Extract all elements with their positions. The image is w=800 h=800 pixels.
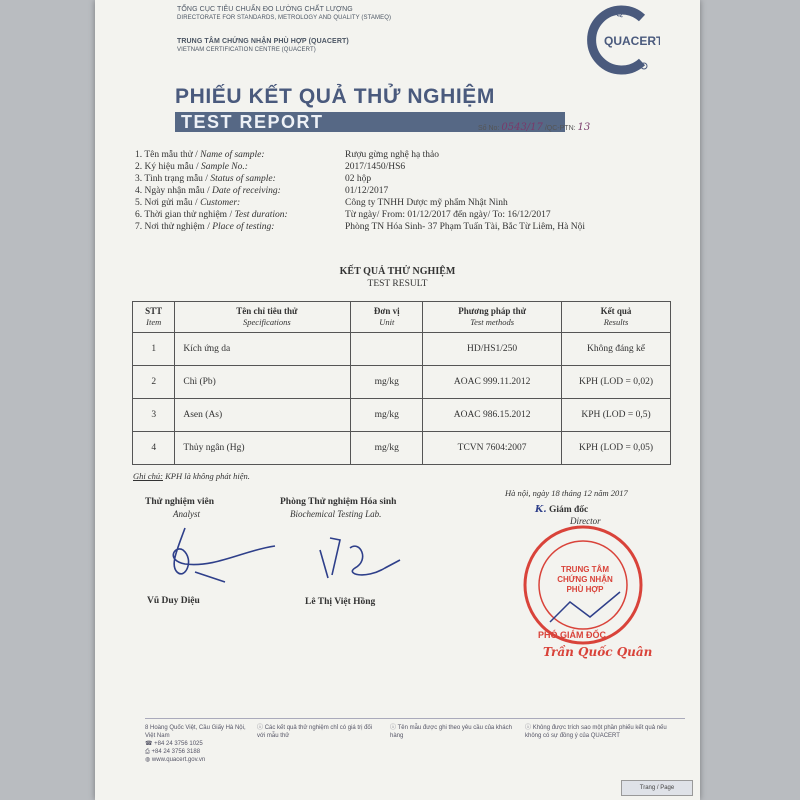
analyst-title-en: Analyst — [173, 509, 200, 519]
results-title-vn: KẾT QUẢ THỬ NGHIỆM — [339, 266, 456, 277]
agency-en: DIRECTORATE FOR STANDARDS, METROLOGY AND QUALITY (STAMEQ) — [177, 15, 392, 21]
analyst-title: Thử nghiệm viên — [145, 497, 215, 507]
table-header-row — [133, 302, 671, 333]
col-result: Kết quả Results — [562, 302, 671, 333]
title-vn: PHIẾU KẾT QUẢ THỬ NGHIỆM — [175, 85, 495, 108]
info-icon: ⓘ — [390, 725, 397, 731]
lab-signature — [310, 530, 420, 590]
table-row: 2 Chì (Pb) mg/kg AOAC 999.11.2012 KPH (LOD = 0,02) — [133, 366, 671, 399]
qc-value: 13 — [577, 122, 591, 133]
stamp-text: TRUNG TÂM CHỨNG NHẬN PHÙ HỢP — [557, 565, 613, 594]
col-item: STT Item — [133, 302, 175, 333]
footer-address: 8 Hoàng Quốc Việt, Cầu Giấy Hà Nội, Việt Nam ☎ +84 24 3756 1025 ⎙ +84 24 3756 3188 ◍ www.quacert.gov.vn — [145, 725, 246, 763]
quacert-logo — [580, 0, 660, 80]
deputy-title: PHÓ GIÁM ĐỐC — [538, 630, 607, 640]
report-no-value: 0543/17 — [501, 122, 543, 133]
table-row: 4 Thủy ngân (Hg) mg/kg TCVN 7604:2007 KPH (LOD = 0,05) — [133, 432, 671, 465]
analyst-name: Vũ Duy Diệu — [147, 596, 200, 606]
footer-note-1: ⓘ Các kết quả thử nghiệm chỉ có giá trị đối với mẫu thử — [257, 725, 373, 739]
col-method: Phương pháp thử Test methods — [423, 302, 562, 333]
report-number: Số No: 0543/17 /QC-PTN: 13 — [478, 122, 591, 133]
footer-note-3: ⓘ Không được trích sao một phần phiếu kết quả nếu không có sự đồng ý của QUACERT — [525, 725, 667, 739]
analyst-signature — [155, 520, 305, 590]
info-icon: ⓘ — [525, 725, 532, 731]
director-title-en: Director — [570, 516, 601, 526]
col-unit: Đơn vị Unit — [351, 302, 423, 333]
footer-note-2: ⓘ Tên mẫu được ghi theo yêu cầu của khách hàng — [390, 725, 512, 739]
logo-arc-text: Qun — [614, 3, 634, 20]
director-title: K. Giám đốc — [535, 504, 589, 515]
phone-icon: ☎ — [145, 741, 153, 747]
col-spec: Tên chỉ tiêu thử Specifications — [175, 302, 351, 333]
results-table — [132, 301, 671, 465]
lab-name: Lê Thị Việt Hồng — [305, 597, 376, 607]
agency-vn: TỔNG CỤC TIÊU CHUẨN ĐO LƯỜNG CHẤT LƯỢNG — [177, 6, 353, 13]
title-en: TEST REPORT — [181, 112, 324, 132]
logo-text: QUACERT — [604, 34, 660, 48]
page-badge: Trang / Page — [621, 780, 693, 796]
deputy-name: Trần Quốc Quân — [543, 645, 653, 659]
globe-icon: ◍ — [145, 757, 151, 763]
test-report-document: TỔNG CỤC TIÊU CHUẨN ĐO LƯỜNG CHẤT LƯỢNG DIRECTORATE FOR STANDARDS, METROLOGY AND QUALITY (STAMEQ) TRUNG TÂM CHỨNG NHẬN PHÙ HỢP (QUACERT) VIETNAM CERTIFICATION CENTRE (QUACERT) QUACERT Qun PHIẾU KẾT QUẢ THỬ NGHIỆM TEST REPORT Số No: 0543/17 /QC-PTN: 13 1. Tên mẫu thử / Name of sample: Rượu gừng nghệ hạ thảo 2. Ký hiệu mẫu / Sample No.: 2017/1450/HS6 3. Tình trạng mẫu / Status of sample: 02 hộp 4. Ngày nhận mẫu / Date of receiving: 01/12/2017 5. Nơi gửi mẫu / Customer: Công ty TNHH Dược mỹ phẩm Nhật Ninh 6. Thời gian thử nghiệm / Test duration: Từ ngày/ From: 01/12/2017 đến ngày/ To: 16/12/2017 7. Nơi thử nghiệm / Place of testing: Phòng TN Hóa Sinh- 37 Phạm Tuấn Tài, Bắc Từ Liêm, Hà Nội KẾT QUẢ THỬ NGHIỆM TEST RESULT STT Item Tên chỉ tiêu thử Specifications Đơn vị Unit Phương pháp thử Test methods Kết quả Results 1 Kích ứng da HD/HS1/250 Không đáng kể 2 Chì (Pb) mg/kg AOAC 999.11.2012 KPH (LOD = 0,02) 3 Asen (As) mg/kg AOAC 986.15.2012 KPH (LOD = 0,5) 4 Thủy ngân (Hg) mg/kg TCVN 7604:2007 KPH (LOD = 0,05) Ghi chú: KPH là không phát hiện. Hà nội, ngày 18 tháng 12 năm 2017 Thử nghiệm viên Analyst Vũ Duy Diệu Phòng Thử nghiệm Hóa sinh Biochemical Testing Lab. Lê Thị Việt Hồng K. Giám đốc Director TRUNG TÂM CHỨNG NHẬN PHÙ HỢP PHÓ GIÁM ĐỐC Trần Quốc Quân 8 Hoàng Quốc Việt, Cầu Giấy Hà Nội, Việt Nam ☎ +84 24 3756 1025 ⎙ +84 24 3756 3188 ◍ www.quacert.gov.vn ⓘ Các kết quả thử nghiệm chỉ có giá trị đối với mẫu thử ⓘ Tên mẫu được ghi theo yêu cầu của khách hàng ⓘ Không được trích sao một phần phiếu kết quả nếu không có sự đồng ý của QUACERT Trang / Page — [95, 0, 700, 800]
table-row: 1 Kích ứng da HD/HS1/250 Không đáng kể — [133, 333, 671, 366]
lab-title: Phòng Thử nghiệm Hóa sinh — [280, 497, 397, 507]
info-icon: ⓘ — [257, 725, 264, 731]
centre-vn: TRUNG TÂM CHỨNG NHẬN PHÙ HỢP (QUACERT) — [177, 38, 349, 45]
centre-en: VIETNAM CERTIFICATION CENTRE (QUACERT) — [177, 47, 316, 53]
table-row: 3 Asen (As) mg/kg AOAC 986.15.2012 KPH (LOD = 0,5) — [133, 399, 671, 432]
results-note: Ghi chú: KPH là không phát hiện. — [133, 471, 250, 481]
footer — [145, 718, 685, 790]
fax-icon: ⎙ — [145, 749, 150, 755]
date-line: Hà nội, ngày 18 tháng 12 năm 2017 — [505, 488, 628, 498]
lab-title-en: Biochemical Testing Lab. — [290, 509, 382, 519]
results-title-en: TEST RESULT — [367, 279, 428, 289]
